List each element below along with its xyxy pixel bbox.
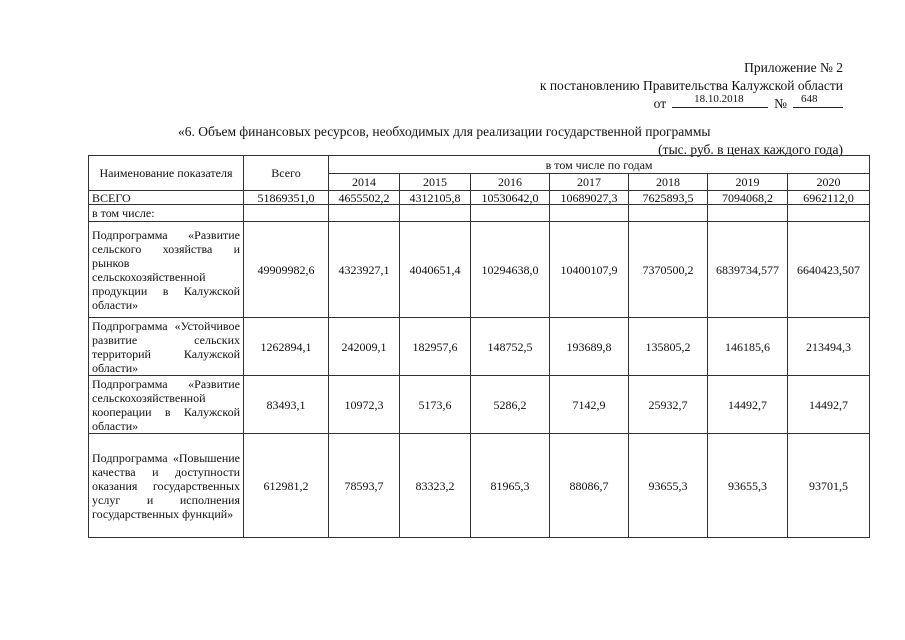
- cell-value: 7370500,2: [629, 222, 708, 318]
- cell-value: 10689027,3: [550, 191, 629, 205]
- cell-value: 7142,9: [550, 376, 629, 434]
- cell-value: 4040651,4: [400, 222, 471, 318]
- cell-value: 148752,5: [471, 318, 550, 376]
- row-name: ВСЕГО: [89, 191, 244, 205]
- cell-value: 49909982,6: [244, 222, 329, 318]
- cell-value: [471, 205, 550, 222]
- row-name: Подпрограмма «Развитие сельского хозяйства и рынков сельскохозяйственной продукции в Калужской области»: [89, 222, 244, 318]
- year-header: 2015: [400, 174, 471, 191]
- cell-value: 213494,3: [788, 318, 870, 376]
- cell-value: 83493,1: [244, 376, 329, 434]
- appendix-label: Приложение № 2: [744, 60, 843, 75]
- date-field: [672, 93, 768, 108]
- cell-value: 25932,7: [629, 376, 708, 434]
- decree-reference: к постановлению Правительства Калужской области: [539, 78, 843, 93]
- cell-value: 4323927,1: [329, 222, 400, 318]
- header-row: [89, 156, 870, 174]
- row-name: Подпрограмма «Развитие сельскохозяйственной кооперации в Калужской области»: [89, 376, 244, 434]
- year-header: 2014: [329, 174, 400, 191]
- cell-value: [629, 205, 708, 222]
- cell-value: 93655,3: [629, 434, 708, 538]
- cell-value: 10294638,0: [471, 222, 550, 318]
- cell-value: [550, 205, 629, 222]
- table-row-total: [89, 191, 870, 205]
- col-header-name: Наименование показателя: [89, 156, 244, 191]
- cell-value: [329, 205, 400, 222]
- cell-value: 6962112,0: [788, 191, 870, 205]
- units-note: (тыс. руб. в ценах каждого года): [658, 142, 843, 157]
- row-name: Подпрограмма «Устойчивое развитие сельских территорий Калужской области»: [89, 318, 244, 376]
- cell-value: 81965,3: [471, 434, 550, 538]
- year-header: 2018: [629, 174, 708, 191]
- table-row-subprogram: [89, 318, 870, 376]
- cell-value: 14492,7: [788, 376, 870, 434]
- cell-value: 6839734,577: [708, 222, 788, 318]
- cell-value: 4655502,2: [329, 191, 400, 205]
- year-header: 2019: [708, 174, 788, 191]
- cell-value: 1262894,1: [244, 318, 329, 376]
- cell-value: [400, 205, 471, 222]
- col-header-years-group: в том числе по годам: [329, 156, 870, 174]
- cell-value: 78593,7: [329, 434, 400, 538]
- cell-value: 4312105,8: [400, 191, 471, 205]
- year-header: 2020: [788, 174, 870, 191]
- date-prefix: от: [653, 96, 667, 111]
- cell-value: 88086,7: [550, 434, 629, 538]
- row-name: в том числе:: [89, 205, 244, 222]
- row-name: Подпрограмма «Повышение качества и доступности оказания государственных услуг и исполнения государственных функций»: [89, 434, 244, 538]
- cell-value: 93701,5: [788, 434, 870, 538]
- cell-value: 146185,6: [708, 318, 788, 376]
- number-value: 648: [801, 93, 818, 105]
- cell-value: 242009,1: [329, 318, 400, 376]
- cell-value: 5173,6: [400, 376, 471, 434]
- cell-value: 14492,7: [708, 376, 788, 434]
- table-row-including: [89, 205, 870, 222]
- cell-value: [708, 205, 788, 222]
- cell-value: 6640423,507: [788, 222, 870, 318]
- section-title: «6. Объем финансовых ресурсов, необходимых для реализации государственной программы: [178, 124, 711, 139]
- number-prefix: №: [774, 96, 787, 111]
- cell-value: 193689,8: [550, 318, 629, 376]
- cell-value: [244, 205, 329, 222]
- financing-table: [88, 155, 870, 538]
- year-header: 2016: [471, 174, 550, 191]
- cell-value: 83323,2: [400, 434, 471, 538]
- cell-value: [788, 205, 870, 222]
- cell-value: 93655,3: [708, 434, 788, 538]
- date-value: 18.10.2018: [694, 93, 744, 105]
- cell-value: 10530642,0: [471, 191, 550, 205]
- cell-value: 10400107,9: [550, 222, 629, 318]
- col-header-total: Всего: [244, 156, 329, 191]
- cell-value: 51869351,0: [244, 191, 329, 205]
- year-header: 2017: [550, 174, 629, 191]
- cell-value: 612981,2: [244, 434, 329, 538]
- cell-value: 7094068,2: [708, 191, 788, 205]
- table-row-subprogram: [89, 434, 870, 538]
- table-row-subprogram: [89, 376, 870, 434]
- cell-value: 7625893,5: [629, 191, 708, 205]
- number-field: [793, 93, 843, 108]
- cell-value: 5286,2: [471, 376, 550, 434]
- cell-value: 135805,2: [629, 318, 708, 376]
- decree-date-line: [654, 93, 843, 112]
- cell-value: 182957,6: [400, 318, 471, 376]
- cell-value: 10972,3: [329, 376, 400, 434]
- table-row-subprogram: [89, 222, 870, 318]
